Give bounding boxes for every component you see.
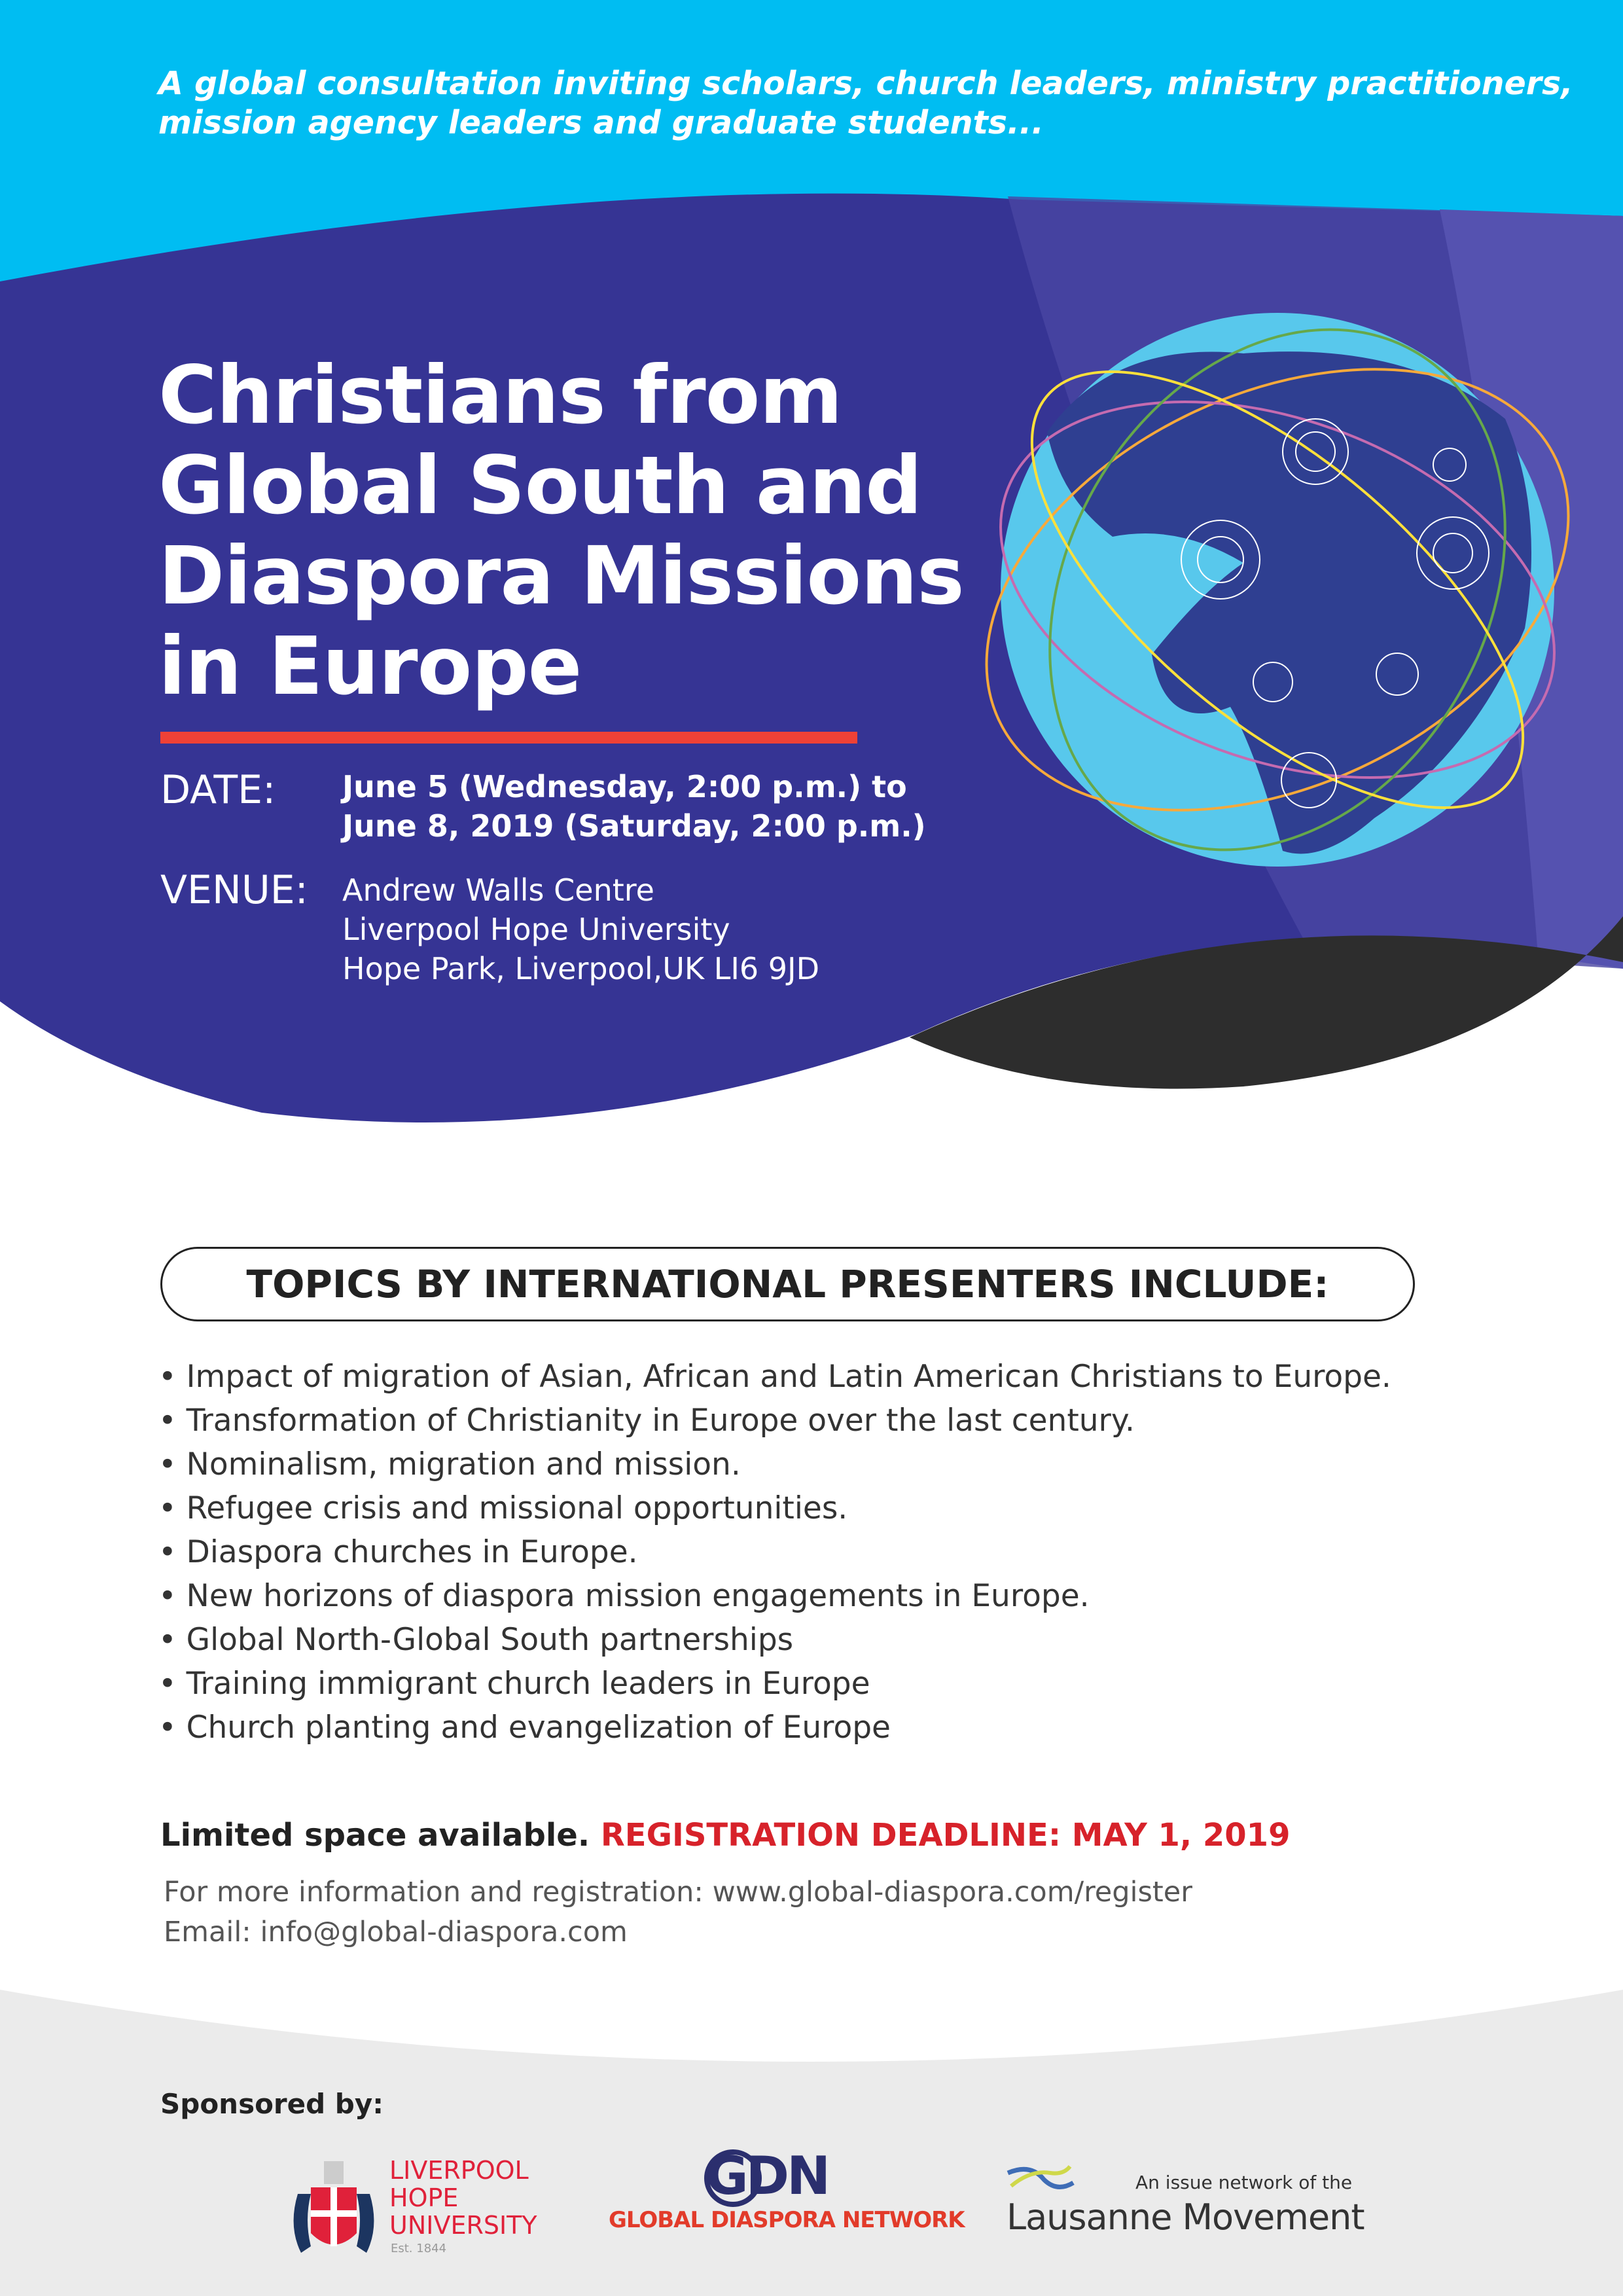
email-info[interactable]: Email: info@global-diaspora.com [164,1916,628,1948]
topic-item: • Diaspora churches in Europe. [158,1530,1391,1574]
title-line: in Europe [158,620,582,713]
date-value [342,767,926,846]
title-underline [160,732,857,744]
deadline-text: REGISTRATION DEADLINE: MAY 1, 2019 [600,1817,1291,1854]
topics-list [158,1355,1391,1749]
registration-notice [160,1817,1290,1854]
date-label: DATE: [160,767,276,813]
topic-item: • Transformation of Christianity in Europe over the last century. [158,1399,1391,1443]
title-line: Christians from [158,349,842,442]
lhu-line: LIVERPOOL [389,2156,529,2185]
date-line: June 8, 2019 (Saturday, 2:00 p.m.) [342,808,926,844]
topic-item: • Impact of migration of Asian, African and Latin American Christians to Europe. [158,1355,1391,1399]
limited-space-text: Limited space available. [160,1817,590,1854]
lausanne-logo-text: Lausanne Movement [1007,2197,1364,2238]
venue-line: Hope Park, Liverpool,UK LI6 9JD [342,951,820,986]
topic-item: • New horizons of diaspora mission engagements in Europe. [158,1574,1391,1618]
venue-label: VENUE: [160,867,308,913]
lausanne-wave-icon [1005,2163,1077,2193]
topic-item: • Nominalism, migration and mission. [158,1443,1391,1486]
gdn-logo-name: GLOBAL DIASPORA NETWORK [609,2207,965,2233]
title-line: Diaspora Missions [158,529,964,622]
venue-value [342,870,819,988]
footer-band [0,1990,1623,2296]
lhu-line: HOPE [389,2183,459,2212]
topic-item: • Global North-Global South partnerships [158,1618,1391,1662]
topics-heading: TOPICS BY INTERNATIONAL PRESENTERS INCLUDE: [160,1247,1415,1321]
lausanne-tagline: An issue network of the [1135,2172,1353,2193]
lhu-crest-icon [285,2148,383,2259]
venue-line: Andrew Walls Centre [342,872,654,908]
topic-item: • Church planting and evangelization of Europe [158,1706,1391,1749]
sponsored-by-label: Sponsored by: [160,2088,384,2120]
lhu-est: Est. 1844 [391,2242,447,2255]
event-title [158,350,964,711]
topic-item: • Training immigrant church leaders in Europe [158,1662,1391,1706]
lhu-logo-text [389,2157,537,2239]
lhu-line: UNIVERSITY [389,2211,537,2240]
tagline: A global consultation inviting scholars, church leaders, ministry practitioners, mission agency leaders and graduate students... [158,65,1573,141]
venue-line: Liverpool Hope University [342,912,730,947]
date-line: June 5 (Wednesday, 2:00 p.m.) to [342,769,907,804]
title-line: Global South and [158,439,922,532]
gdn-logo-mark: GDN [705,2145,829,2206]
topic-item: • Refugee crisis and missional opportunities. [158,1486,1391,1530]
registration-info[interactable]: For more information and registration: www.global-diaspora.com/register [164,1876,1192,1909]
